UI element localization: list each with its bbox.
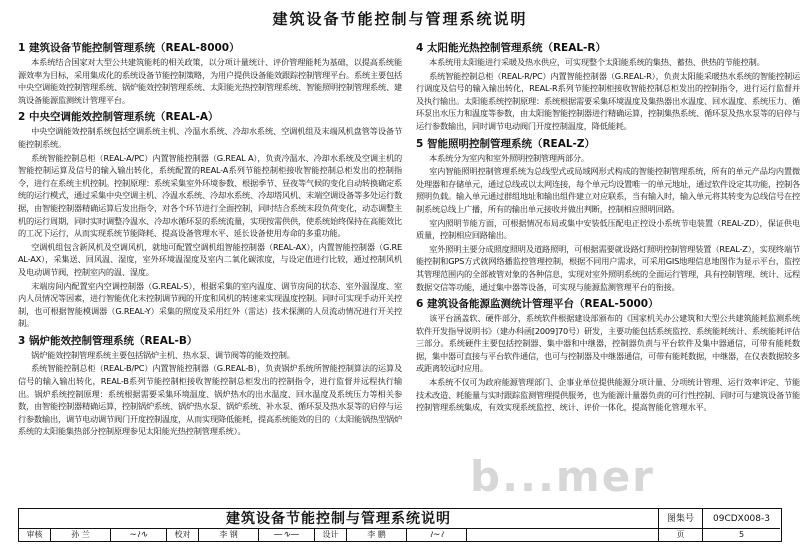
design-label: 设计 <box>315 529 347 541</box>
checker-name: 李 钢 <box>199 529 259 541</box>
signature-row <box>19 529 780 541</box>
section-heading-4: 4 太阳能光热控制管理系统（REAL-R） <box>416 42 606 54</box>
paragraph: 室外照明主要分成照度照明及道路照明，可根据需要就设路灯照明控制管理装置（REAL-Z），实现终端节能控制和GPS方式就网络播监控管理控制，根据不同用户需求，可采用GIS地理信息地图作为显示平台，监控其管理范围内的全部被管对象的各种信息，实现对室外照明系统的全面运行管理，具有控制管理、统计、远程数据交信等功能，通过集中器等设备，可实现与能源监测管理平台的衔接。 <box>416 243 800 292</box>
review-label: 审核 <box>19 529 51 541</box>
paragraph: 锅炉能效控制管理系统主要包括锅炉主机、热水泵、调节阀等的能效控制。 <box>31 349 295 360</box>
paragraph: 系统智能控制总柜（REAL-A/PC）内置智能控制器（G.REAL A），负责冷温水、冷却水系统及空调主机的智能控制运算及信号的输入输出转化，系统配置的REAL-A系列节能控制柜接收智能控制总柜发出的控制指令，进行在系统主机控制。控制原理：系统采集室外环境参数、根据季节、昼夜等气候的变化自动转换确定系统的运行模式，通过采集中央空调主机、冷温水系统、冷却水系统、冷却塔风机、末端空调设备等多处运行数据，由智能控制器精确运算后发出指令，对各个环节进行全面控制，同时结合系统末段负荷变化，动态调整主机的运行周期，同时实时调整冷温水、冷却水循环泵的系统流量，实现按需供供，使系统始终保持在高能效比的工况下运行，从而实现系统节能降耗、提高设备管理水平、延长设备使用寿命的多重功能。 <box>18 152 402 239</box>
page-label: 页 <box>659 529 703 541</box>
designer-signature: ≀∼≀ <box>407 529 467 541</box>
paragraph: 空调机组包含新风机及空调风机，就地可配置空调机组智能控制器（REAL-AX），内置智能控制器（G.REAL-AX），采集送、回风温、湿度，室外环境温湿度及室内二氧化碳浓度，与设定值进行比较，通过控制风机及电动调节阀，控制室内的温、湿度。 <box>18 241 402 277</box>
paragraph: 末端房间内配置室内空调控制器（G.REAL-S），根据采集的室内温度、调节房间的状态、室外温湿度、室内人员情况等因素，进行智能优化末控制调节阀的开度和风机的转速来实现温度控制。同时可实现手动开关控制，也可根据智能模调器（G.REAL-Y）采集的照度及采用红外（雷达）技术探测的人员流动情况进行开关控制。 <box>18 280 402 329</box>
paragraph: 室内智能照明控制管理系统为总线型式或局域网形式构成的智能控制管理系统，所有的单元产品均内置微处理器和存储单元，通过总线或以太网连接，每个单元均设置唯一的单元地址，通过软件设定其功能，控制各照明负载。输入单元通过群组地址和输出组件建立对应联系，当有输入时，输入单元将其转变为总线信号在控制系统总线上广播，所有的输出单元接收并做出判断，控制相应照明回路。 <box>416 166 800 214</box>
paragraph: 本系统不仅可为政府能源管理部门、企事业单位提供能源分项计量、分项统计管理、运行效率评定、节能技术改造、耗能量与实时跟踪监测管理提供服务，也为能源计量器负责的可行性控制、同时可与建筑设备节能控制管理系统集成，有效实现系统监控、统计、评价一体化，提高智能化管理水平。 <box>416 377 800 413</box>
section-heading-3: 3 锅炉能效控制管理系统（REAL-B） <box>18 334 198 347</box>
section-heading-6: 6 建筑设备能源监测统计管理平台（REAL-5000） <box>416 298 659 311</box>
left-column <box>18 40 402 438</box>
watermark: b...mer <box>470 452 655 501</box>
paragraph: 室内照明节能方面，可根据情况布局或集中安装低压配电正控设小系统节电装置（REAL-ZD），保证供电质量，控制相应回路输出。 <box>416 217 800 241</box>
paragraph: 系统智能控制总柜（REAL-B/PC）内置智能控制器（G.REAL-B），负责锅炉系统所智能控制算法的运算及信号的输入输出转化，REAL-B系列节能控制柜接收智能控制总柜发出的控制指令，进行监督并远程执行输出。锅炉系统控制原理：系统根据需要采集环境温度、锅炉热水的出水温度、回水温度及系统压力等相关参数，由智能控制器精确运算，控制锅炉系统、锅炉热水泵、锅炉系统、补水泵、循环泵及热水泵等的启停与运行参数输出，调节电动调节阀门开度控制温度，从而实现降低能耗，提高系统能效的目的（太阳能锅热型锅炉系统的太阳能集热部分控制原理参见太阳能光热控制管理系统）。 <box>18 363 402 437</box>
paragraph: 本系统分为室内和室外照明控制管理两部分。 <box>429 152 589 163</box>
reviewer-name: 孙 兰 <box>51 529 111 541</box>
page-title: 建筑设备节能控制与管理系统说明 <box>272 10 528 28</box>
blank-cell <box>467 529 659 541</box>
section-heading-1: 1 建筑设备节能控制管理系统（REAL-8000） <box>18 42 240 54</box>
paragraph: 本系统结合国家对大型公共建筑能耗的相关政策，以分项计量统计、评价管理能耗为基础，以提高系统能源效率为目标，采用集成化的系统设备节能控制策略，为用户提供设备能效跟踪控制管理平台。系统主要包括中央空调能效控制管理系统、锅炉能效控制管理系统、太阳能光热控制管理系统、智能照明控制管理系统、建筑设备能源监测统计管理平台。 <box>18 57 402 105</box>
section-heading-2: 2 中央空调能效控制管理系统（REAL-A） <box>18 111 219 124</box>
paragraph: 该平台涵盖软、硬件部分，系统软件根据建设部颁布的《国家机关办公建筑和大型公共建筑能耗监测系统软件开发指导说明书》（建办科函[2009]70号）研发，主要功能包括系统监控、系统能耗统计、系统能耗评估三部分。系统硬件主要包括控制器、集中器和中继器，控制器负责与平台软件及集中器通信，可带有能耗数据，集中器可直接与平台软件通信，也可与控制器及中继器通信，可带有能耗数据，中继器，在仪表数据较多或距离较远时应用。 <box>416 313 800 374</box>
atlas-number: 09CDX008-3 <box>703 509 780 529</box>
checker-signature: —∿— <box>259 529 315 541</box>
right-column <box>416 40 800 414</box>
paragraph: 系统智能控制总柜（REAL-R/PC）内置智能控制器（G.REAL-R），负责太阳能采暖热水系统的智能控制运行调度及信号的输入输出转化，REAL-R系列节能控制柜接收智能控制总柜发出的控制指令，进行运行监督并及执行输出。太阳能系统控制原理：系统根据需要采集环境温度及集热器出水温度、回水温度、系统压力、循环泵出水压力和温度等参数，由太阳能智能控制器进行精确运算，控制集热系统、循环泵及热水泵等的启停与运行参数输出，同时调节电动阀门开度控制温度，降低能耗。 <box>416 70 800 131</box>
title-block-title: 建筑设备节能控制与管理系统说明 <box>19 509 659 529</box>
atlas-number-label: 图集号 <box>659 509 703 529</box>
paragraph: 本系统用太阳能进行采暖及热水供应，可实现整个太阳能系统的集热、蓄热、供热的节能控制。 <box>429 57 765 67</box>
reviewer-signature: ∼≀∿ <box>111 529 167 541</box>
designer-name: 李 鹏 <box>347 529 407 541</box>
check-label: 校对 <box>167 529 199 541</box>
section-heading-5: 5 智能照明控制管理系统（REAL-Z） <box>416 137 596 150</box>
paragraph: 中央空调能效控制系统包括空调系统主机、冷温水系统、冷却水系统、空调机组及末端风机盘管等设备节能控制系统。 <box>18 126 402 149</box>
title-block <box>18 508 782 542</box>
page-number: 5 <box>738 530 745 539</box>
